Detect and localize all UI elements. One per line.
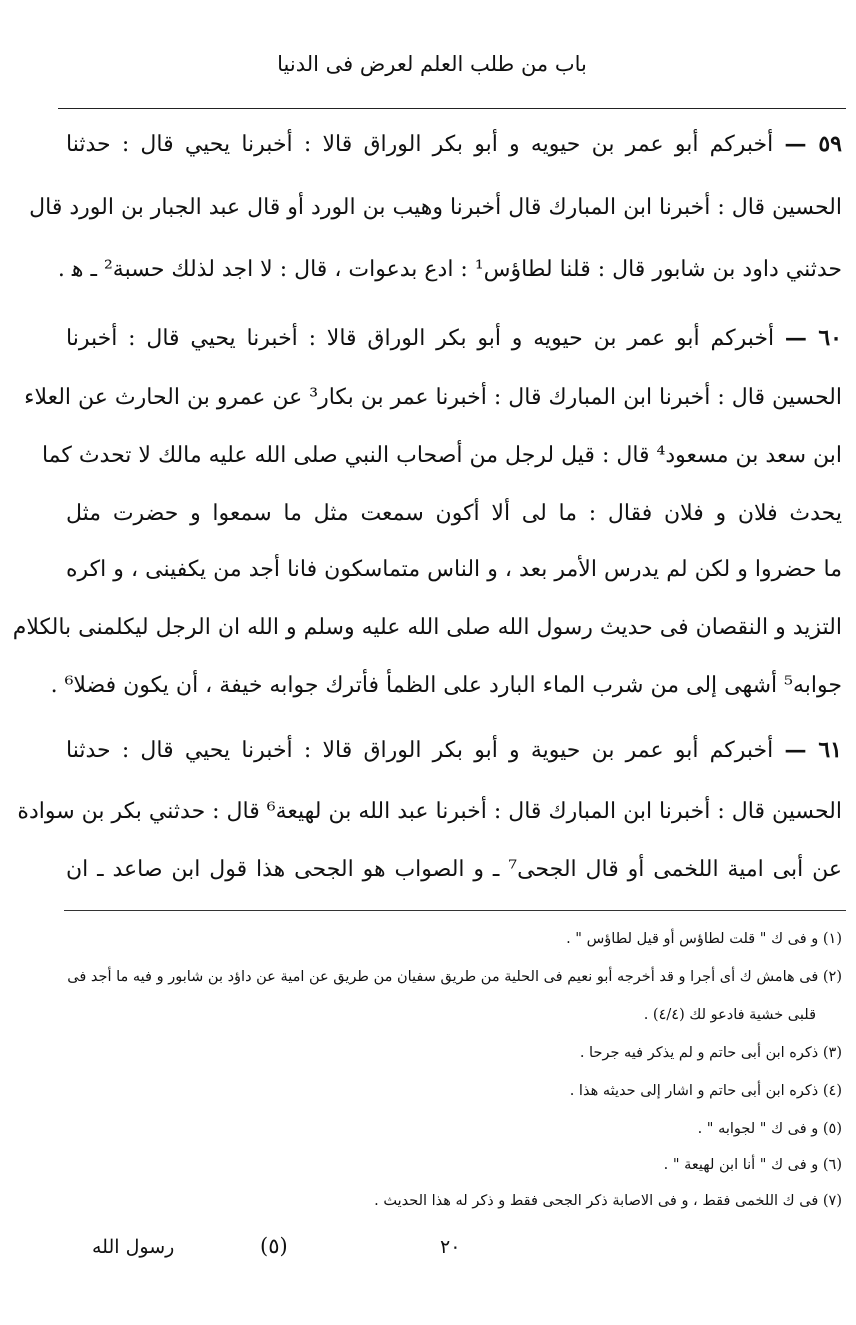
- text-line: ٥٩ — أخبركم أبو عمر بن حيويه و أبو بكر الوراق قالا : أخبرنا يحيي قال : حدثنا: [66, 131, 842, 157]
- footer-signature-number: (٥): [260, 1234, 288, 1258]
- footnote: (٤) ذكره ابن أبى حاتم و اشار إلى حديثه هذا .: [569, 1083, 842, 1099]
- text-line: التزيد و النقصان فى حديث رسول الله صلى الله عليه وسلم و الله ان الرجل ليكلمنى بالكلام: [12, 615, 842, 640]
- footnote: (٣) ذكره ابن أبى حاتم و لم يذكر فيه جرحا .: [579, 1045, 842, 1061]
- text-line: ابن سعد بن مسعود⁴ قال : قيل لرجل من أصحاب النبي صلى الله عليه مالك لا تحدث كما: [41, 443, 842, 468]
- page-number: ٢٠: [440, 1236, 461, 1258]
- footnote-rule: [64, 910, 846, 911]
- footnote: (٢) فى هامش ك أى أجرا و قد أخرجه أبو نعيم فى الحلية من طريق سفيان من طريق عن امية عن داؤد بن شابور و فيه ما أجد فى: [67, 969, 842, 985]
- header-rule: [58, 108, 846, 109]
- text-line: ٦١ — أخبركم أبو عمر بن حيوية و أبو بكر الوراق قالا : أخبرنا يحيي قال : حدثنا: [66, 737, 842, 763]
- text-line: حدثني داود بن شابور قال : قلنا لطاؤس¹ : ادع بدعوات ، قال : لا اجد لذلك حسبة² ـ ﻫ .: [57, 257, 842, 282]
- text-line: يحدث فلان و فلان فقال : ما لى ألا أكون سمعت مثل ما سمعوا و حضرت مثل: [66, 501, 842, 526]
- text-line: ما حضروا و لكن لم يدرس الأمر بعد ، و الناس متماسكون فانا أجد من يكفينى ، و اكره: [66, 557, 842, 582]
- hadith-number: ٦٠ —: [784, 325, 842, 351]
- footnote: (٥) و فى ك " لجوابه " .: [697, 1121, 842, 1137]
- footnote-continuation: قلبى خشية فادعو لك (٤/٤) .: [643, 1007, 816, 1023]
- footnote: (٦) و فى ك " أنا ابن لهيعة " .: [663, 1157, 842, 1173]
- running-head: باب من طلب العلم لعرض فى الدنيا: [277, 52, 587, 76]
- hadith-number: ٥٩ —: [784, 131, 842, 157]
- text-line: عن أبى امية اللخمى أو قال الجحى⁷ ـ و الصواب هو الجحى هذا قول ابن صاعد ـ ان: [66, 857, 842, 882]
- text-line: ٦٠ — أخبركم أبو عمر بن حيويه و أبو بكر الوراق قالا : أخبرنا يحيي قال : أخبرنا: [66, 325, 842, 351]
- footer-book-title: رسول الله: [92, 1236, 175, 1258]
- text-line: الحسين قال : أخبرنا ابن المبارك قال أخبرنا وهيب بن الورد أو قال عبد الجبار بن الورد قال: [29, 195, 842, 220]
- text-line: الحسين قال : أخبرنا ابن المبارك قال : أخبرنا عبد الله بن لهيعة⁶ قال : حدثني بكر بن سوادة: [17, 799, 842, 824]
- text-line: جوابه⁵ أشهى إلى من شرب الماء البارد على الظمأ فأترك جوابه خيفة ، أن يكون فضلا⁶ .: [50, 673, 842, 698]
- text-line: الحسين قال : أخبرنا ابن المبارك قال : أخبرنا عمر بن بكار³ عن عمرو بن الحارث عن العلاء: [24, 385, 842, 410]
- footnote: (٧) فى ك اللخمى فقط ، و فى الاصابة ذكر الجحى فقط و ذكر له هذا الحديث .: [374, 1193, 842, 1209]
- footnote: (١) و فى ك " قلت لطاؤس أو قيل لطاؤس " .: [566, 931, 842, 947]
- hadith-number: ٦١ —: [784, 737, 842, 763]
